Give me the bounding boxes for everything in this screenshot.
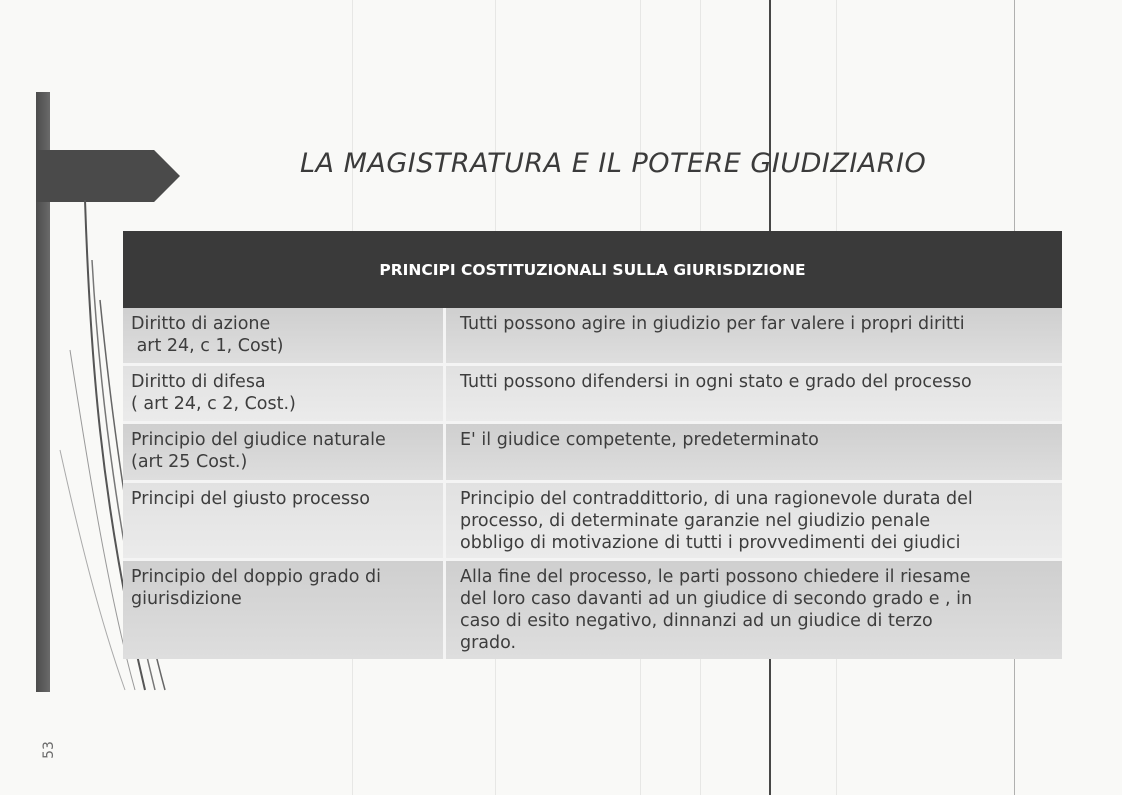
table-row <box>123 424 1062 483</box>
signpost-arrow <box>36 150 180 202</box>
table-row <box>123 483 1062 561</box>
principle-cell <box>123 561 446 659</box>
principle-line: Principio del giudice naturale <box>131 430 386 450</box>
page-number: 53 <box>40 741 57 759</box>
page-title: LA MAGISTRATURA E IL POTERE GIUDIZIARIO <box>300 148 927 179</box>
description-line: E' il giudice competente, predeterminato <box>460 430 819 450</box>
principles-table <box>123 231 1062 659</box>
description-cell <box>446 424 1062 480</box>
table-row <box>123 366 1062 424</box>
principle-line: (art 25 Cost.) <box>131 452 248 472</box>
description-line: Tutti possono difendersi in ogni stato e grado del processo <box>460 372 972 392</box>
description-line: caso di esito negativo, dinnanzi ad un giudice di terzo <box>460 611 933 631</box>
description-line: del loro caso davanti ad un giudice di secondo grado e , in <box>460 589 973 609</box>
principle-line: ( art 24, c 2, Cost.) <box>131 394 296 414</box>
principle-line: Principio del doppio grado di <box>131 567 381 587</box>
description-line: obbligo di motivazione di tutti i provvedimenti dei giudici <box>460 533 961 553</box>
description-cell <box>446 483 1062 558</box>
principle-line: Diritto di difesa <box>131 372 266 392</box>
description-cell <box>446 561 1062 659</box>
description-line: Alla fine del processo, le parti possono chiedere il riesame <box>460 567 971 587</box>
description-line: processo, di determinate garanzie nel giudizio penale <box>460 511 931 531</box>
table-row <box>123 561 1062 659</box>
description-line: grado. <box>460 633 517 653</box>
principle-line: Diritto di azione <box>131 314 271 334</box>
description-cell <box>446 366 1062 421</box>
table-header: PRINCIPI COSTITUZIONALI SULLA GIURISDIZIONE <box>123 231 1062 308</box>
description-line: Principio del contraddittorio, di una ragionevole durata del <box>460 489 973 509</box>
principle-line: Principi del giusto processo <box>131 489 370 509</box>
principle-cell <box>123 366 446 421</box>
principle-cell <box>123 483 446 558</box>
description-cell <box>446 308 1062 363</box>
principle-cell <box>123 308 446 363</box>
table-row <box>123 308 1062 366</box>
principle-line: giurisdizione <box>131 589 242 609</box>
principle-line: art 24, c 1, Cost) <box>131 336 284 356</box>
description-line: Tutti possono agire in giudizio per far valere i propri diritti <box>460 314 965 334</box>
principle-cell <box>123 424 446 480</box>
